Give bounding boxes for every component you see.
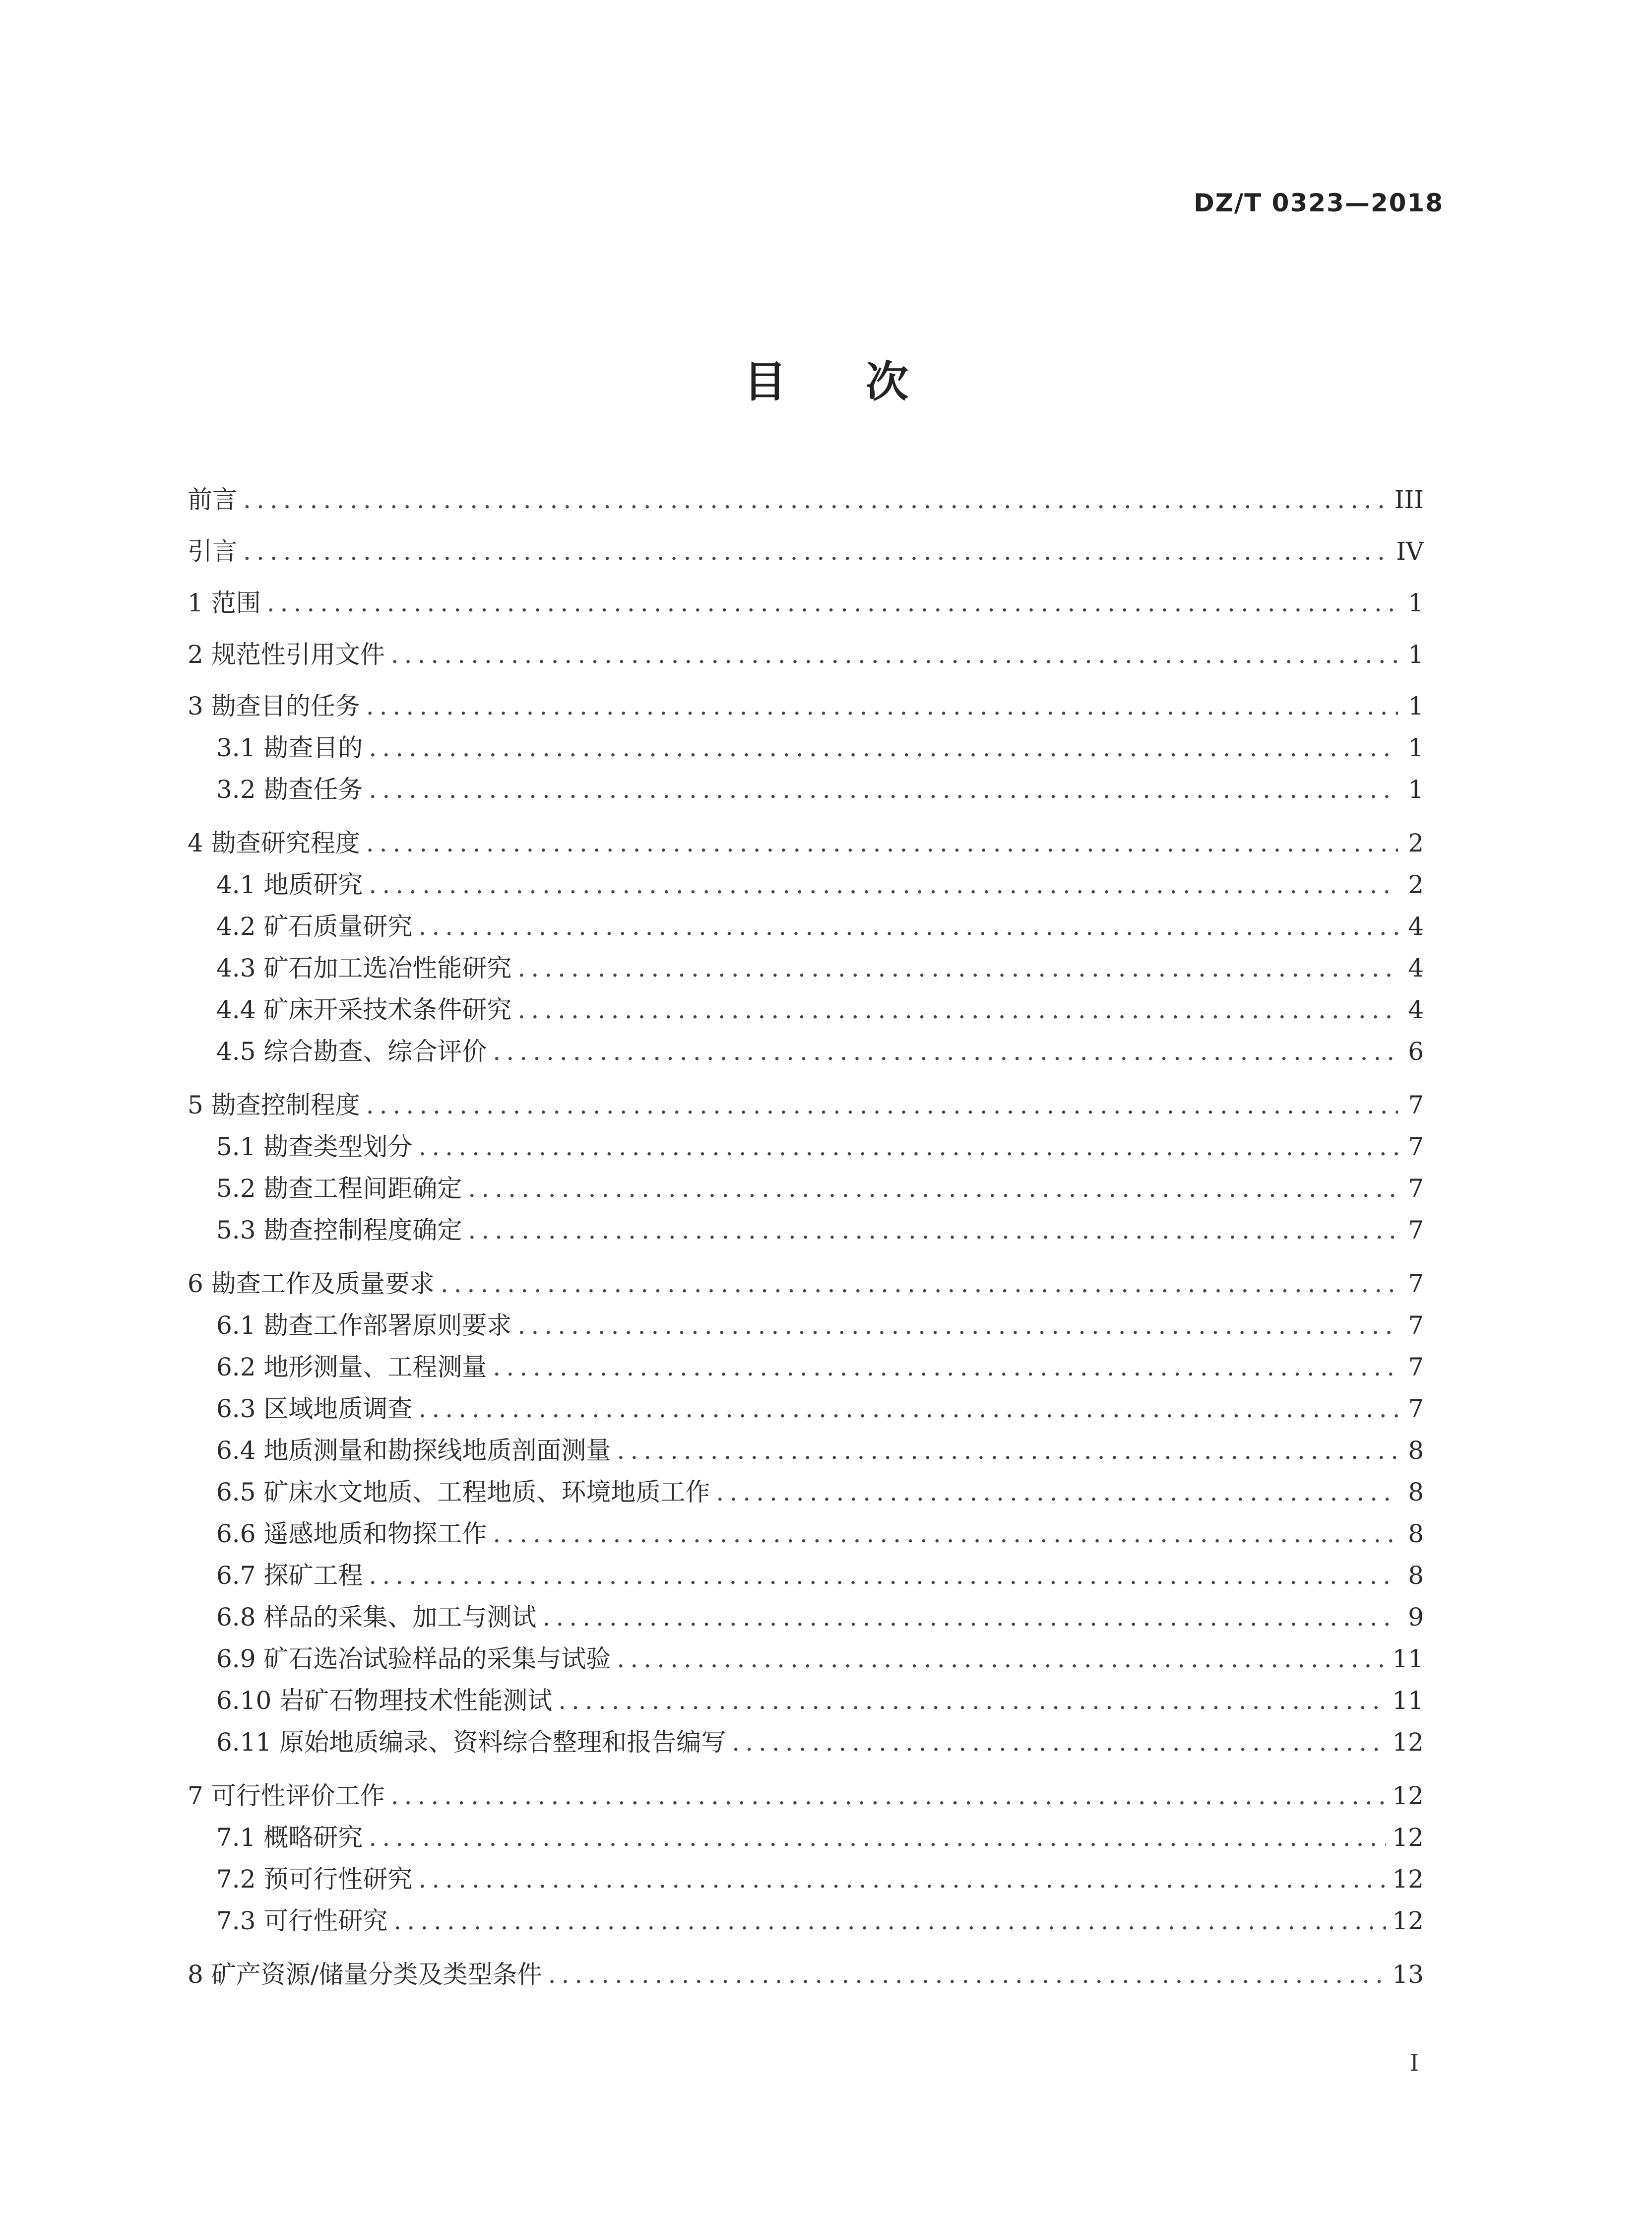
toc-page-number: 12 — [1392, 1728, 1424, 1757]
toc-page-number: 8 — [1408, 1478, 1424, 1506]
toc-subentry[interactable] — [188, 952, 1424, 994]
dot-leader — [267, 587, 1398, 619]
toc-subentry[interactable] — [188, 1173, 1424, 1214]
toc-subentry[interactable] — [188, 1601, 1424, 1643]
dot-leader — [493, 1518, 1398, 1550]
dot-leader — [548, 1959, 1387, 1990]
toc-page-number: 7 — [1408, 1311, 1424, 1340]
toc-entry-text: 7.2 预可行性研究 — [216, 1865, 413, 1894]
toc-entry-text: 4.1 地质研究 — [216, 870, 363, 899]
toc-page-number: 1 — [1408, 640, 1424, 669]
toc-page-number: 6 — [1408, 1037, 1424, 1066]
toc-entry-text: 6.7 探矿工程 — [216, 1561, 363, 1590]
toc-entry[interactable] — [188, 474, 1424, 525]
toc-subentry[interactable] — [188, 732, 1424, 774]
toc-page-number: 1 — [1408, 775, 1424, 804]
dot-leader — [441, 1268, 1398, 1300]
dot-leader — [542, 1601, 1398, 1633]
toc-entry[interactable] — [188, 577, 1424, 629]
dot-leader — [366, 1089, 1398, 1121]
toc-entry-text: 6 勘查工作及质量要求 — [188, 1269, 435, 1298]
toc-entry-text: 4.3 矿石加工选冶性能研究 — [216, 954, 512, 982]
toc-subentry[interactable] — [188, 1726, 1424, 1768]
toc-entry-text: 6.9 矿石选冶试验样品的采集与试验 — [216, 1644, 611, 1673]
toc-entry-text: 5.1 勘查类型划分 — [216, 1132, 413, 1161]
toc-entry[interactable] — [188, 525, 1424, 577]
dot-leader — [617, 1435, 1398, 1466]
toc-subentry[interactable] — [188, 1476, 1424, 1518]
toc-subentry[interactable] — [188, 1036, 1424, 1077]
toc-page-number: 9 — [1408, 1603, 1424, 1632]
toc-entry-text: 2 规范性引用文件 — [188, 640, 385, 669]
toc-entry-text: 5 勘查控制程度 — [188, 1091, 360, 1119]
toc-entry-text: 1 范围 — [188, 589, 261, 617]
toc-subentry[interactable] — [188, 1131, 1424, 1173]
toc-entry[interactable] — [188, 1949, 1424, 2000]
toc-entry-text: 6.5 矿床水文地质、工程地质、环境地质工作 — [216, 1478, 710, 1506]
toc-entry-text: 5.3 勘查控制程度确定 — [216, 1216, 462, 1244]
toc-entry-text: 4.2 矿石质量研究 — [216, 912, 413, 941]
toc-entry-text: 7.3 可行性研究 — [216, 1906, 388, 1935]
dot-leader — [517, 994, 1398, 1026]
toc-title: 目次 — [744, 357, 988, 407]
toc-page-number: 7 — [1408, 1394, 1424, 1423]
toc-entry[interactable] — [188, 680, 1424, 732]
toc-page-number: 12 — [1392, 1823, 1424, 1852]
toc-entry[interactable] — [188, 1258, 1424, 1309]
toc-subentry[interactable] — [188, 774, 1424, 815]
dot-leader — [369, 774, 1398, 805]
toc-page-number: 1 — [1408, 589, 1424, 617]
toc-subentry[interactable] — [188, 1863, 1424, 1905]
toc-page-number: 1 — [1408, 733, 1424, 762]
table-of-contents — [188, 474, 1424, 2000]
dot-leader — [393, 1905, 1386, 1937]
toc-entry[interactable] — [188, 817, 1424, 869]
dot-leader — [468, 1214, 1398, 1246]
toc-subentry[interactable] — [188, 1351, 1424, 1393]
dot-leader — [369, 1822, 1386, 1853]
dot-leader — [617, 1643, 1386, 1675]
toc-page-number: 7 — [1408, 1353, 1424, 1381]
toc-page-number: 12 — [1392, 1781, 1424, 1810]
toc-entry-text: 8 矿产资源/储量分类及类型条件 — [188, 1960, 542, 1989]
toc-subentry[interactable] — [188, 1393, 1424, 1435]
toc-entry-text: 6.6 遥感地质和物探工作 — [216, 1519, 487, 1548]
toc-page-number: 4 — [1408, 954, 1424, 982]
toc-page-number: 2 — [1408, 829, 1424, 857]
toc-subentry[interactable] — [188, 1560, 1424, 1601]
toc-entry-text: 5.2 勘查工程间距确定 — [216, 1174, 462, 1203]
dot-leader — [418, 1393, 1398, 1425]
toc-entry-text: 6.8 样品的采集、加工与测试 — [216, 1603, 537, 1632]
dot-leader — [732, 1726, 1386, 1758]
toc-page-number: 7 — [1408, 1269, 1424, 1298]
toc-entry-text: 3.1 勘查目的 — [216, 733, 363, 762]
toc-entry-text: 6.10 岩矿石物理技术性能测试 — [216, 1686, 553, 1715]
toc-subentry[interactable] — [188, 1822, 1424, 1863]
toc-page-number: 8 — [1408, 1436, 1424, 1465]
toc-page-number: 7 — [1408, 1132, 1424, 1161]
toc-entry-text: 3 勘查目的任务 — [188, 692, 360, 720]
dot-leader — [517, 1309, 1398, 1341]
toc-page-number: 7 — [1408, 1091, 1424, 1119]
toc-subentry[interactable] — [188, 1309, 1424, 1351]
toc-entry-text: 前言 — [188, 485, 237, 514]
dot-leader — [243, 484, 1389, 516]
toc-entry[interactable] — [188, 1079, 1424, 1131]
dot-leader — [493, 1036, 1398, 1067]
toc-page-number: 8 — [1408, 1561, 1424, 1590]
toc-page-number: 11 — [1392, 1686, 1424, 1715]
toc-page-number: 2 — [1408, 870, 1424, 899]
toc-entry-text: 引言 — [188, 537, 237, 566]
dot-leader — [243, 535, 1390, 567]
toc-entry-text: 4 勘查研究程度 — [188, 829, 360, 857]
dot-leader — [369, 1560, 1398, 1591]
dot-leader — [418, 1131, 1398, 1163]
standard-code: DZ/T 0323—2018 — [1194, 189, 1444, 217]
toc-entry-text: 6.1 勘查工作部署原则要求 — [216, 1311, 512, 1340]
toc-page-number: 12 — [1392, 1865, 1424, 1894]
dot-leader — [493, 1351, 1398, 1383]
toc-entry[interactable] — [188, 629, 1424, 680]
toc-page-number: IV — [1396, 537, 1424, 566]
dot-leader — [391, 639, 1398, 670]
toc-entry-text: 4.4 矿床开采技术条件研究 — [216, 995, 512, 1024]
dot-leader — [517, 952, 1398, 984]
toc-subentry[interactable] — [188, 869, 1424, 911]
toc-entry[interactable] — [188, 1770, 1424, 1822]
toc-entry-text: 6.4 地质测量和勘探线地质剖面测量 — [216, 1436, 611, 1465]
toc-entry-text: 7 可行性评价工作 — [188, 1781, 385, 1810]
toc-page-number: 11 — [1392, 1644, 1424, 1673]
dot-leader — [716, 1476, 1398, 1508]
dot-leader — [366, 827, 1398, 859]
toc-entry-text: 4.5 综合勘查、综合评价 — [216, 1037, 487, 1066]
toc-entry-text: 7.1 概略研究 — [216, 1823, 363, 1852]
toc-page-number: 13 — [1392, 1960, 1424, 1989]
dot-leader — [418, 911, 1398, 942]
toc-subentry[interactable] — [188, 994, 1424, 1036]
page-number: I — [1409, 2049, 1419, 2076]
dot-leader — [366, 690, 1398, 722]
toc-page-number: III — [1394, 485, 1424, 514]
toc-entry-text: 6.11 原始地质编录、资料综合整理和报告编写 — [216, 1728, 726, 1757]
dot-leader — [418, 1863, 1386, 1895]
dot-leader — [391, 1780, 1387, 1812]
toc-page-number: 4 — [1408, 995, 1424, 1024]
toc-page-number: 1 — [1408, 692, 1424, 720]
dot-leader — [369, 869, 1398, 901]
dot-leader — [369, 732, 1398, 764]
toc-subentry[interactable] — [188, 1685, 1424, 1726]
toc-entry-text: 6.3 区域地质调查 — [216, 1394, 413, 1423]
toc-entry-text: 3.2 勘查任务 — [216, 775, 363, 804]
dot-leader — [468, 1173, 1398, 1204]
toc-subentry[interactable] — [188, 1643, 1424, 1685]
toc-subentry[interactable] — [188, 1518, 1424, 1560]
dot-leader — [558, 1685, 1386, 1716]
toc-page-number: 7 — [1408, 1174, 1424, 1203]
toc-page-number: 4 — [1408, 912, 1424, 941]
toc-subentry[interactable] — [188, 1214, 1424, 1256]
toc-subentry[interactable] — [188, 911, 1424, 952]
toc-page-number: 12 — [1392, 1906, 1424, 1935]
toc-entry-text: 6.2 地形测量、工程测量 — [216, 1353, 487, 1381]
toc-subentry[interactable] — [188, 1905, 1424, 1947]
toc-page-number: 7 — [1408, 1216, 1424, 1244]
toc-subentry[interactable] — [188, 1435, 1424, 1476]
toc-page-number: 8 — [1408, 1519, 1424, 1548]
